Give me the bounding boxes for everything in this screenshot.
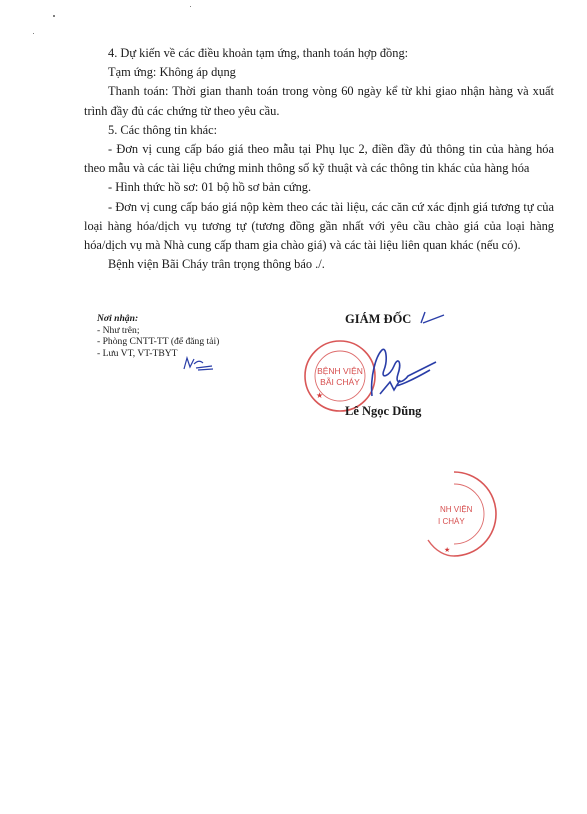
initials-mark	[182, 355, 216, 373]
dossier-format-text: - Hình thức hồ sơ: 01 bộ hồ sơ bản cứng.	[108, 180, 312, 195]
signer-name: Lê Ngọc Dũng	[345, 404, 422, 418]
handwritten-signature	[360, 336, 440, 416]
closing-text: Bệnh viện Bãi Cháy trân trọng thông báo ./.	[108, 257, 325, 272]
recipient-item: - Như trên;	[97, 324, 140, 336]
advance-payment-text: Tạm ứng: Không áp dụng	[108, 65, 236, 80]
attachments-text: - Đơn vị cung cấp báo giá nộp kèm theo các tài liệu, các căn cứ xác định giá tương tự của loại hàng hóa/dịch vụ tương tự (tương đồng gần nhất với yêu cầu chào giá của loại hàng hóa/dịch vụ mà Nhà cung cấp tham gia chào giá) và các tài liệu liên quan khác (nếu có).	[84, 199, 554, 253]
partial-stamp-line-2: I CHÁY	[438, 517, 465, 526]
stamp-line-2: BÃI CHÁY	[320, 377, 360, 387]
scan-speck	[190, 6, 191, 7]
scan-speck	[33, 33, 34, 34]
signer-role: GIÁM ĐỐC	[345, 312, 412, 326]
recipients-title: Nơi nhận:	[97, 313, 139, 324]
stamp-star-icon: ★	[316, 391, 324, 400]
document-body	[84, 44, 554, 274]
recipients-block	[97, 313, 219, 359]
recipient-item: - Phòng CNTT-TT (để đăng tải)	[97, 336, 220, 348]
partial-stamp-line-1: NH VIỆN	[440, 505, 473, 514]
partial-stamp-star-icon: ★	[444, 546, 451, 554]
stamp-line-1: BỆNH VIỆN	[317, 366, 363, 376]
partial-hospital-stamp	[418, 468, 500, 560]
section-5-heading: 5. Các thông tin khác:	[108, 122, 218, 137]
section-4-heading: 4. Dự kiến về các điều khoản tạm ứng, thanh toán hợp đồng:	[108, 46, 409, 60]
recipient-item: - Lưu VT, VT-TBYT	[97, 347, 178, 359]
approval-tick-mark	[418, 308, 446, 326]
payment-terms-text: Thanh toán: Thời gian thanh toán trong vòng 60 ngày kể từ khi giao nhận hàng và xuất trình đầy đủ các chứng từ theo yêu cầu.	[84, 84, 554, 118]
quote-form-text: - Đơn vị cung cấp báo giá theo mẫu tại Phụ lục 2, điền đầy đủ thông tin của hàng hóa theo mẫu và các tài liệu chứng minh thông số kỹ thuật và các thông tin khác của hàng hóa	[84, 142, 554, 176]
scan-speck	[53, 15, 55, 17]
